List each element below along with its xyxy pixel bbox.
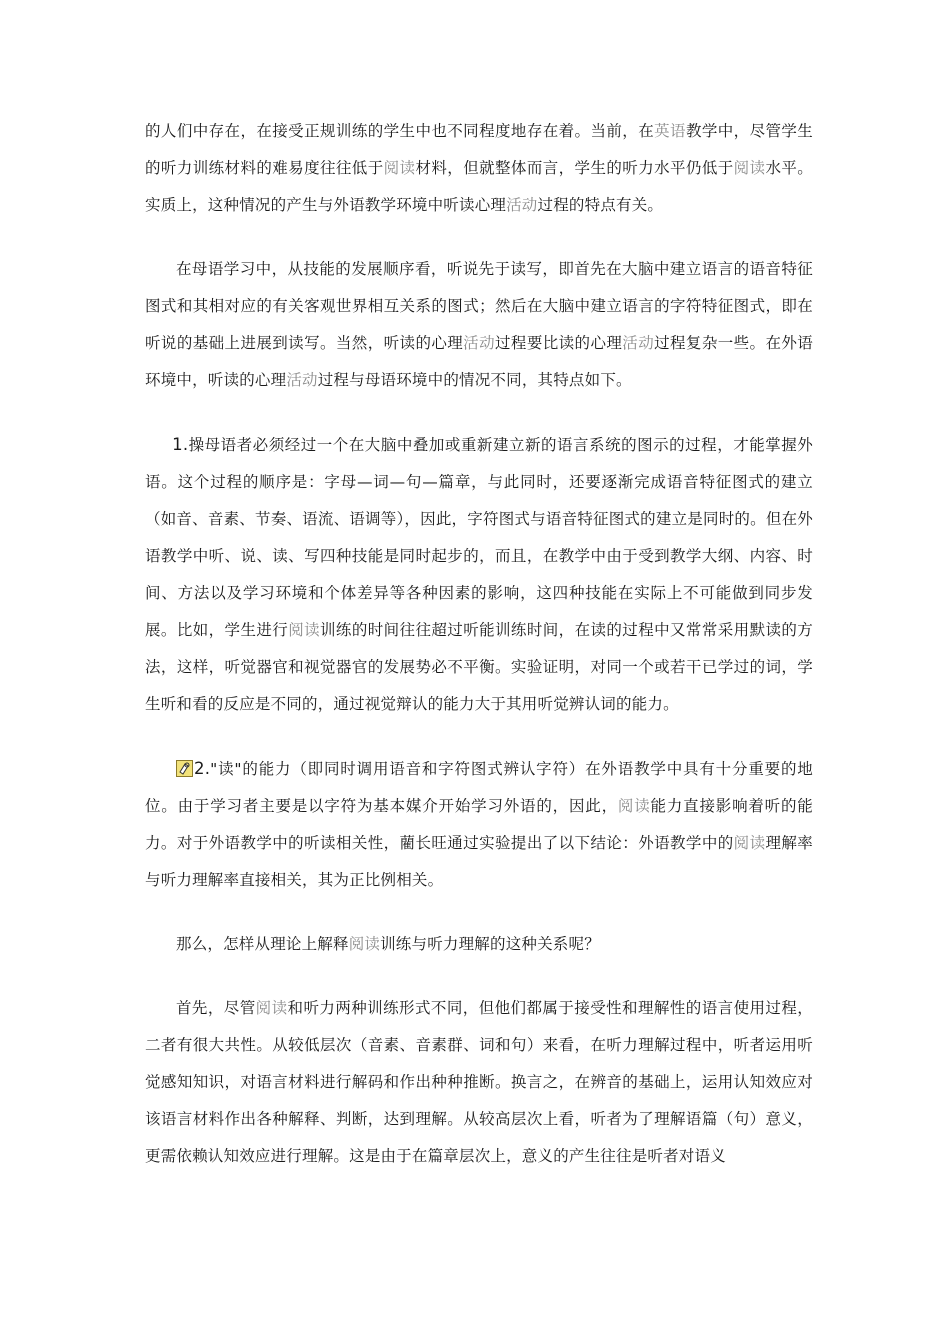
keyword-link[interactable]: 活动 (463, 334, 495, 352)
keyword-link[interactable]: 阅读 (348, 935, 381, 953)
keyword-link[interactable]: 活动 (622, 334, 655, 352)
paragraph-question (145, 926, 813, 963)
body-text: 过程与母语环境中的情况不同，其特点如下。 (317, 371, 632, 389)
body-text: 材料，但就整体而言，学生的听力水平仍低于 (415, 159, 734, 177)
body-text: 教学中，尽管学生的听力训练材料的难易度往往低于 (145, 122, 814, 177)
paragraph-intro (145, 113, 813, 224)
paragraph-mother-tongue (145, 251, 813, 399)
document-page (145, 113, 813, 1202)
document-link-icon[interactable] (176, 760, 193, 777)
list-number: 2. (194, 759, 211, 778)
body-text: 理解率与听力理解率直接相关，其为正比例相关。 (145, 834, 814, 889)
body-text: 过程要比读的心理 (495, 334, 623, 352)
body-text: 和听力两种训练形式不同，但他们都属于接受性和理解性的语言使用过程，二者有很大共性。从较低层次（音素、音素群、词和句）来看，在听力理解过程中，听者运用听觉感知知识，对语言材料进行解码和作出种种推断。换言之，在辨音的基础上，运用认知效应对该语言材料作出各种解释、判断，达到理解。从较高层次上看，听者为了理解语篇（句）意义，更需依赖认知效应进行理解。这是由于在篇章层次上，意义的产生往往是听者对语义 (145, 999, 813, 1165)
body-text: 训练与听力理解的这种关系呢？ (380, 935, 600, 953)
body-text: 的人们中存在，在接受正规训练的学生中也不同程度地存在着。当前，在 (145, 122, 655, 140)
paragraph-point-1 (145, 426, 813, 723)
keyword-link[interactable]: 活动 (286, 371, 318, 389)
keyword-link[interactable]: 阅读 (288, 621, 321, 639)
body-text: 在母语学习中，从技能的发展顺序看，听说先于读写，即首先在大脑中建立语言的语音特征图式和其相对应的有关客观世界相互关系的图式；然后在大脑中建立语言的字符特征图式，即在听说的基础上进展到读写。当然，听读的心理 (145, 260, 813, 352)
keyword-link[interactable]: 英语 (654, 122, 686, 140)
keyword-link[interactable]: 阅读 (733, 834, 766, 852)
body-text: 过程的特点有关。 (537, 196, 664, 214)
keyword-link[interactable]: 阅读 (617, 797, 651, 815)
body-text: 操母语者必须经过一个在大脑中叠加或重新建立新的语言系统的图示的过程，才能掌握外语。这个过程的顺序是：字母—词—句—篇章，与此同时，还要逐渐完成语音特征图式的建立（如音、音素、节奏、语流、语调等），因此，字符图式与语音特征图式的建立是同时的。但在外语教学中听、说、读、写四种技能是同时起步的，而且，在教学中由于受到教学大纲、内容、时间、方法以及学习环境和个体差异等各种因素的影响，这四种技能在实际上不可能做到同步发展。比如，学生进行 (145, 436, 813, 639)
keyword-link[interactable]: 阅读 (733, 159, 766, 177)
body-text: "读"的能力（即同时调用语音和字符图式辨认字符）在外语教学中具有十分重要的地位。由于学习者主要是以字符为基本媒介开始学习外语的，因此， (145, 760, 813, 815)
body-text: 水平。实质上，这种情况的产生与外语教学环境中听读心理 (145, 159, 813, 214)
body-text: 过程复杂一些。在外语环境中，听读的心理 (145, 334, 813, 389)
body-text: 首先，尽管 (176, 999, 256, 1017)
body-text: 能力直接影响着听的能力。对于外语教学中的听读相关性，藺长旺通过实验提出了以下结论：外语教学中的 (145, 797, 813, 852)
keyword-link[interactable]: 阅读 (255, 999, 288, 1017)
keyword-link[interactable]: 阅读 (383, 159, 416, 177)
keyword-link[interactable]: 活动 (506, 196, 538, 214)
list-number: 1. (172, 435, 189, 454)
body-text: 训练的时间往往超过听能训练时间，在读的过程中又常常采用默读的方法，这样，听觉器官和视觉器官的发展势必不平衡。实验证明，对同一个或若干已学过的词，学生听和看的反应是不同的，通过视觉辩认的能力大于其用听觉辨认词的能力。 (145, 621, 813, 713)
paragraph-firstly (145, 990, 813, 1175)
body-text: 那么，怎样从理论上解释 (176, 935, 349, 953)
paragraph-point-2 (145, 750, 813, 899)
